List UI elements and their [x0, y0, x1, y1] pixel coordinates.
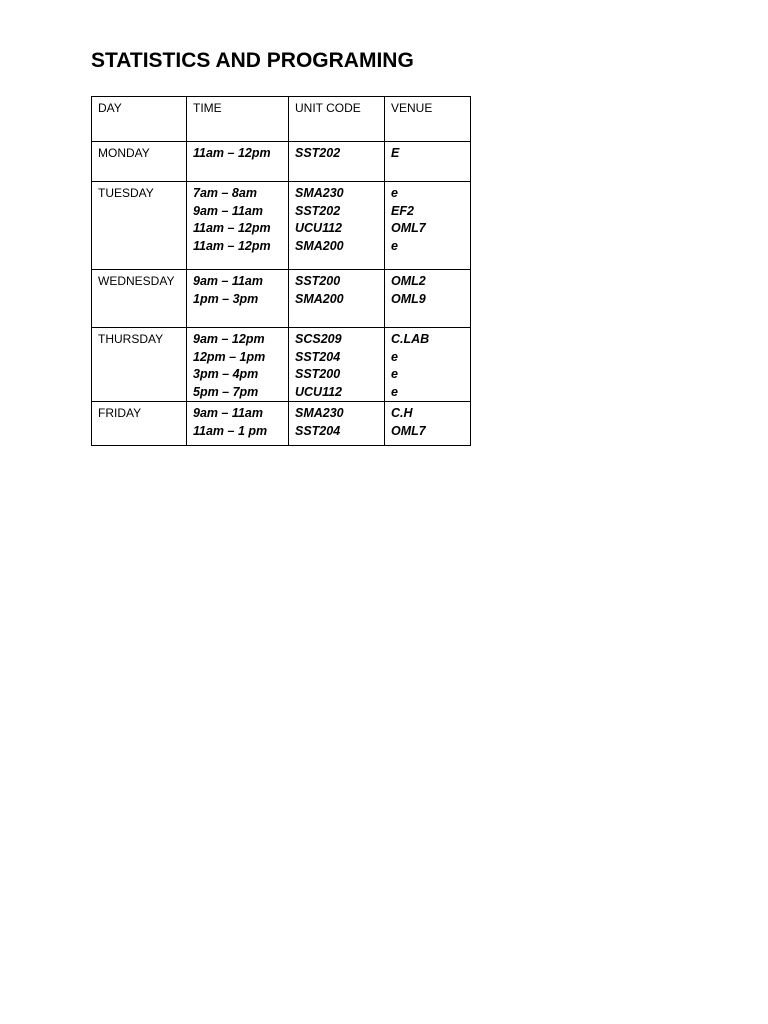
unit-entry: SST204 — [295, 349, 341, 364]
time-entry: 5pm – 7pm — [193, 384, 259, 399]
unit-cell — [289, 328, 385, 402]
venue-entry: e — [391, 186, 398, 200]
unit-cell — [289, 142, 385, 182]
time-cell — [187, 402, 289, 446]
venue-entry: C.LAB — [391, 332, 430, 346]
day-cell-tuesday: TUESDAY — [92, 182, 187, 270]
time-entry: 11am – 12pm — [193, 146, 271, 160]
table-row — [92, 328, 471, 402]
venue-cell — [385, 402, 471, 446]
timetable — [91, 96, 471, 446]
unit-entry: SST200 — [295, 274, 341, 288]
unit-entry: SMA230 — [295, 186, 344, 200]
venue-entry: EF2 — [391, 203, 414, 218]
unit-cell — [289, 402, 385, 446]
time-entry: 3pm – 4pm — [193, 367, 259, 381]
day-cell-wednesday: WEDNESDAY — [92, 270, 187, 328]
header-venue: VENUE — [385, 97, 471, 142]
venue-entry: e — [391, 384, 398, 399]
table-row — [92, 142, 471, 182]
unit-entry: SMA200 — [295, 238, 344, 253]
unit-entry: UCU112 — [295, 384, 343, 399]
unit-entry: UCU112 — [295, 221, 343, 235]
venue-cell — [385, 328, 471, 402]
venue-entry: OML2 — [391, 274, 426, 288]
header-time: TIME — [187, 97, 289, 142]
time-cell — [187, 182, 289, 270]
unit-entry: SST202 — [295, 203, 341, 218]
venue-cell — [385, 142, 471, 182]
venue-entry: e — [391, 349, 398, 364]
time-entry: 9am – 11am — [193, 203, 263, 218]
time-cell — [187, 270, 289, 328]
venue-entry: OML7 — [391, 221, 426, 235]
venue-entry: e — [391, 238, 398, 253]
time-entry: 9am – 12pm — [193, 332, 265, 346]
time-entry: 11am – 1 pm — [193, 423, 268, 438]
day-cell-friday: FRIDAY — [92, 402, 187, 446]
venue-entry: e — [391, 367, 398, 381]
page-title: STATISTICS AND PROGRAMING — [91, 49, 414, 72]
unit-entry: SCS209 — [295, 332, 342, 346]
time-entry: 9am – 11am — [193, 274, 263, 288]
day-cell-thursday: THURSDAY — [92, 328, 187, 402]
time-entry: 9am – 11am — [193, 406, 263, 420]
time-entry: 11am – 12pm — [193, 221, 271, 235]
unit-entry: SMA230 — [295, 406, 344, 420]
time-cell — [187, 328, 289, 402]
venue-entry: OML7 — [391, 423, 426, 438]
table-header-row — [92, 97, 471, 142]
unit-entry: SMA200 — [295, 291, 344, 306]
table-row — [92, 402, 471, 446]
venue-cell — [385, 182, 471, 270]
venue-entry: C.H — [391, 406, 413, 420]
day-cell-monday: MONDAY — [92, 142, 187, 182]
table-row — [92, 182, 471, 270]
time-entry: 1pm – 3pm — [193, 291, 259, 306]
venue-entry: OML9 — [391, 291, 426, 306]
unit-cell — [289, 270, 385, 328]
time-cell — [187, 142, 289, 182]
unit-entry: SST202 — [295, 146, 341, 160]
time-entry: 7am – 8am — [193, 186, 257, 200]
table-row — [92, 270, 471, 328]
unit-entry: SST200 — [295, 367, 341, 381]
header-day: DAY — [92, 97, 187, 142]
time-entry: 11am – 12pm — [193, 238, 271, 253]
venue-cell — [385, 270, 471, 328]
venue-entry: E — [391, 146, 400, 160]
unit-cell — [289, 182, 385, 270]
time-entry: 12pm – 1pm — [193, 349, 266, 364]
unit-entry: SST204 — [295, 423, 341, 438]
header-unit-code: UNIT CODE — [289, 97, 385, 142]
